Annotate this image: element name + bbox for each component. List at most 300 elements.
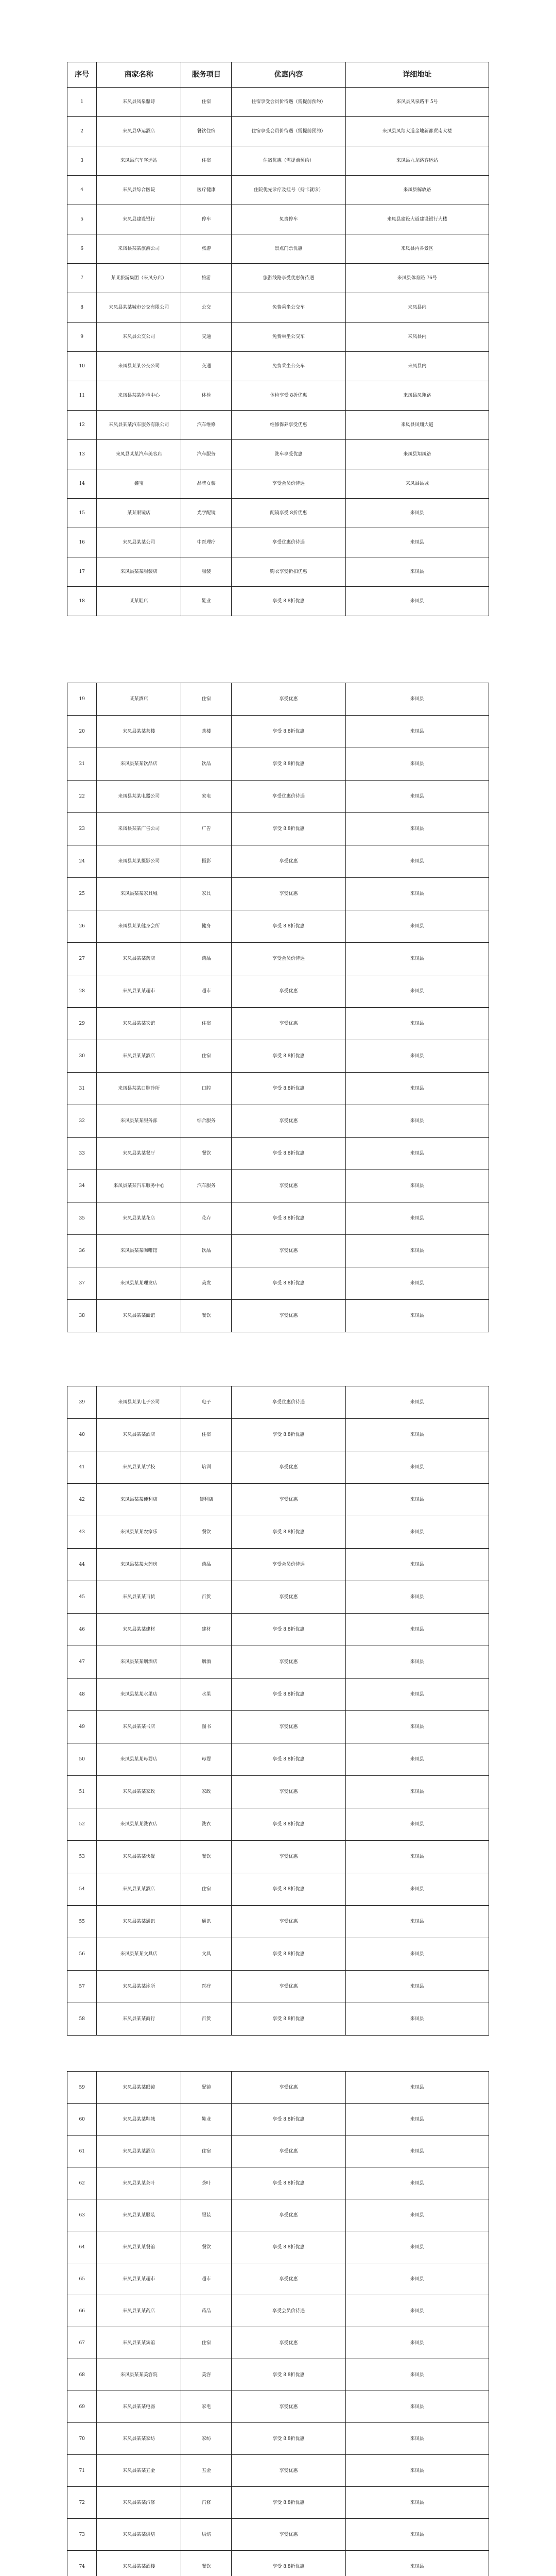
- cell-service: 通讯: [181, 1906, 232, 1938]
- cell-address: 来凤县建设大道建设银行大楼: [345, 205, 489, 234]
- cell-name: 某某酒店: [97, 683, 181, 716]
- cell-no: 15: [67, 499, 97, 528]
- cell-name: 来凤县某某诊所: [97, 1971, 181, 2003]
- cell-no: 34: [67, 1170, 97, 1202]
- cell-no: 59: [67, 2072, 97, 2104]
- cell-address: 来凤县: [345, 1105, 489, 1138]
- cell-address: 来凤县: [345, 1386, 489, 1419]
- cell-no: 31: [67, 1073, 97, 1105]
- table-row: [67, 2359, 489, 2391]
- cell-name: 来凤县某某公交公司: [97, 352, 181, 381]
- cell-offer: 享受优惠价待遇: [232, 1386, 345, 1419]
- cell-address: 来凤县: [345, 2231, 489, 2263]
- cell-no: 9: [67, 323, 97, 352]
- cell-address: 来凤县: [345, 2327, 489, 2359]
- cell-no: 12: [67, 411, 97, 440]
- cell-service: 交通: [181, 352, 232, 381]
- header-name: 商家名称: [97, 62, 181, 88]
- table-body-1: [67, 88, 489, 616]
- cell-name: 来凤县某某服务部: [97, 1105, 181, 1138]
- cell-no: 74: [67, 2551, 97, 2576]
- cell-offer: 享受 8.8折优惠: [232, 2231, 345, 2263]
- table-row: [67, 2487, 489, 2519]
- cell-service: 超市: [181, 975, 232, 1008]
- table-row: [67, 2003, 489, 2036]
- cell-address: 来凤县: [345, 1906, 489, 1938]
- cell-name: 某某旅游集团（来凤分店）: [97, 264, 181, 293]
- cell-address: 来凤县: [345, 2551, 489, 2576]
- table-row: [67, 557, 489, 587]
- table-row: [67, 716, 489, 748]
- cell-service: 建材: [181, 1614, 232, 1646]
- cell-no: 58: [67, 2003, 97, 2036]
- cell-name: 来凤县汽车客运站: [97, 146, 181, 176]
- cell-name: 来凤县某某超市: [97, 2263, 181, 2295]
- cell-no: 68: [67, 2359, 97, 2391]
- cell-name: 来凤县某某茶叶: [97, 2167, 181, 2199]
- cell-service: 汽车服务: [181, 440, 232, 469]
- cell-name: 来凤县某某理发店: [97, 1267, 181, 1300]
- cell-service: 培训: [181, 1451, 232, 1484]
- cell-name: 来凤县某某体检中心: [97, 381, 181, 411]
- cell-address: 来凤县: [345, 1776, 489, 1808]
- cell-address: 来凤县: [345, 1451, 489, 1484]
- cell-offer: 享受优惠: [232, 1581, 345, 1614]
- cell-no: 45: [67, 1581, 97, 1614]
- table-row: [67, 146, 489, 176]
- table-row: [67, 205, 489, 234]
- cell-address: 来凤县: [345, 1711, 489, 1743]
- cell-address: 来凤县解放路: [345, 176, 489, 205]
- cell-name: 来凤县某某服装店: [97, 557, 181, 587]
- header-offer: 优惠内容: [232, 62, 345, 88]
- table-row: [67, 2551, 489, 2576]
- cell-service: 住宿: [181, 2136, 232, 2167]
- cell-offer: 享受优惠: [232, 1484, 345, 1516]
- cell-offer: 享受优惠: [232, 2072, 345, 2104]
- cell-no: 62: [67, 2167, 97, 2199]
- cell-name: 来凤县某某电子公司: [97, 1386, 181, 1419]
- cell-address: 来凤县: [345, 683, 489, 716]
- table-row: [67, 2391, 489, 2423]
- cell-address: 来凤县凤翔大道: [345, 411, 489, 440]
- table-row: [67, 234, 489, 264]
- cell-service: 餐饮住宿: [181, 117, 232, 146]
- table-row: [67, 1040, 489, 1073]
- cell-offer: 享受会员价待遇: [232, 1549, 345, 1581]
- cell-name: 某某眼镜店: [97, 499, 181, 528]
- cell-offer: 享受优惠: [232, 1451, 345, 1484]
- table-row: [67, 1646, 489, 1679]
- cell-address: 来凤县: [345, 2136, 489, 2167]
- cell-service: 住宿: [181, 683, 232, 716]
- cell-name: 来凤县某某酒店: [97, 1873, 181, 1906]
- table-row: [67, 2519, 489, 2551]
- cell-service: 家电: [181, 781, 232, 813]
- cell-offer: 享受 8.8折优惠: [232, 2487, 345, 2519]
- cell-service: 洗衣: [181, 1808, 232, 1841]
- table-row: [67, 1776, 489, 1808]
- cell-service: 图书: [181, 1711, 232, 1743]
- cell-no: 6: [67, 234, 97, 264]
- cell-no: 66: [67, 2295, 97, 2327]
- cell-address: 来凤县: [345, 1516, 489, 1549]
- table-row: [67, 1581, 489, 1614]
- cell-service: 住宿: [181, 1008, 232, 1040]
- table-row: [67, 381, 489, 411]
- cell-offer: 旅游线路享受优惠价待遇: [232, 264, 345, 293]
- cell-service: 药品: [181, 943, 232, 975]
- cell-address: 来凤县: [345, 1138, 489, 1170]
- cell-address: 来凤县: [345, 528, 489, 557]
- cell-no: 4: [67, 176, 97, 205]
- cell-service: 品牌女装: [181, 469, 232, 499]
- cell-name: 来凤县凤泉鼎诗: [97, 88, 181, 117]
- cell-offer: 享受 8.8折优惠: [232, 1040, 345, 1073]
- cell-address: 来凤县: [345, 2104, 489, 2136]
- cell-service: 餐饮: [181, 1841, 232, 1873]
- table-row: [67, 2327, 489, 2359]
- table-row: [67, 1138, 489, 1170]
- cell-address: 来凤县: [345, 1549, 489, 1581]
- cell-name: 来凤县某某餐厅: [97, 1138, 181, 1170]
- cell-name: 来凤县某某汽车美容店: [97, 440, 181, 469]
- cell-offer: 享受 8.8折优惠: [232, 1516, 345, 1549]
- cell-offer: 景点门票优惠: [232, 234, 345, 264]
- cell-address: 来凤县: [345, 1971, 489, 2003]
- table-row: [67, 1873, 489, 1906]
- cell-name: 来凤县某某服装: [97, 2199, 181, 2231]
- cell-no: 21: [67, 748, 97, 781]
- cell-no: 24: [67, 845, 97, 878]
- cell-no: 63: [67, 2199, 97, 2231]
- table-row: [67, 2263, 489, 2295]
- cell-name: 来凤县某某茶楼: [97, 716, 181, 748]
- table-row: [67, 1235, 489, 1267]
- cell-no: 42: [67, 1484, 97, 1516]
- cell-offer: 享受 8.8折优惠: [232, 910, 345, 943]
- cell-service: 家政: [181, 1776, 232, 1808]
- cell-offer: 享受 8.8折优惠: [232, 2003, 345, 2036]
- cell-no: 52: [67, 1808, 97, 1841]
- cell-service: 烟酒: [181, 1646, 232, 1679]
- cell-service: 家纺: [181, 2423, 232, 2455]
- header-no: 序号: [67, 62, 97, 88]
- cell-offer: 享受 8.8折优惠: [232, 1419, 345, 1451]
- table-row: [67, 587, 489, 616]
- cell-no: 37: [67, 1267, 97, 1300]
- cell-name: 来凤县某某饮品店: [97, 748, 181, 781]
- cell-offer: 享受 8.8折优惠: [232, 2359, 345, 2391]
- cell-no: 69: [67, 2391, 97, 2423]
- cell-service: 茶楼: [181, 716, 232, 748]
- table-row: [67, 1419, 489, 1451]
- cell-offer: 享受会员价待遇: [232, 469, 345, 499]
- cell-address: 来凤县内: [345, 352, 489, 381]
- cell-address: 来凤县: [345, 1170, 489, 1202]
- cell-address: 来凤县: [345, 1581, 489, 1614]
- cell-address: 来凤县: [345, 2072, 489, 2104]
- cell-no: 53: [67, 1841, 97, 1873]
- cell-offer: 享受优惠: [232, 2136, 345, 2167]
- table-row: [67, 1938, 489, 1971]
- cell-name: 来凤县某某酒楼: [97, 2551, 181, 2576]
- cell-offer: 享受 8.8折优惠: [232, 1202, 345, 1235]
- table-row: [67, 440, 489, 469]
- cell-offer: 享受 8.8折优惠: [232, 587, 345, 616]
- cell-service: 母婴: [181, 1743, 232, 1776]
- cell-service: 药品: [181, 2295, 232, 2327]
- cell-address: 来凤县: [345, 1841, 489, 1873]
- table-row: [67, 1614, 489, 1646]
- cell-service: 医疗健康: [181, 176, 232, 205]
- cell-service: 服装: [181, 557, 232, 587]
- table-row: [67, 499, 489, 528]
- cell-offer: 享受优惠价待遇: [232, 528, 345, 557]
- cell-address: 来凤县: [345, 2263, 489, 2295]
- table-row: [67, 683, 489, 716]
- cell-offer: 免费乘坐公交车: [232, 352, 345, 381]
- cell-name: 来凤县某某建材: [97, 1614, 181, 1646]
- table-row: [67, 352, 489, 381]
- cell-no: 11: [67, 381, 97, 411]
- table-row: [67, 2455, 489, 2487]
- cell-offer: 免费停车: [232, 205, 345, 234]
- cell-address: 来凤县: [345, 975, 489, 1008]
- table-row: [67, 2295, 489, 2327]
- cell-offer: 享受优惠: [232, 845, 345, 878]
- cell-address: 来凤县内: [345, 293, 489, 323]
- cell-no: 35: [67, 1202, 97, 1235]
- cell-no: 3: [67, 146, 97, 176]
- cell-name: 来凤县某某美容院: [97, 2359, 181, 2391]
- cell-name: 来凤县公交公司: [97, 323, 181, 352]
- table-row: [67, 1008, 489, 1040]
- cell-no: 18: [67, 587, 97, 616]
- cell-service: 饮品: [181, 748, 232, 781]
- cell-service: 旅游: [181, 264, 232, 293]
- cell-offer: 享受 8.8折优惠: [232, 1938, 345, 1971]
- cell-no: 41: [67, 1451, 97, 1484]
- cell-service: 鞋业: [181, 587, 232, 616]
- cell-service: 餐饮: [181, 1138, 232, 1170]
- table-row: [67, 2199, 489, 2231]
- cell-name: 来凤县某某汽车服务有限公司: [97, 411, 181, 440]
- cell-offer: 享受优惠: [232, 2519, 345, 2551]
- cell-name: 来凤县某某汽修: [97, 2487, 181, 2519]
- cell-no: 36: [67, 1235, 97, 1267]
- cell-no: 7: [67, 264, 97, 293]
- cell-no: 5: [67, 205, 97, 234]
- table-row: [67, 1484, 489, 1516]
- cell-no: 70: [67, 2423, 97, 2455]
- cell-address: 来凤县: [345, 813, 489, 845]
- cell-offer: 享受优惠: [232, 1906, 345, 1938]
- table-row: [67, 1300, 489, 1332]
- cell-address: 来凤县: [345, 2519, 489, 2551]
- cell-no: 39: [67, 1386, 97, 1419]
- table-row: [67, 2072, 489, 2104]
- cell-offer: 免费乘坐公交车: [232, 323, 345, 352]
- cell-address: 来凤县: [345, 2199, 489, 2231]
- cell-name: 来凤县某某文具店: [97, 1938, 181, 1971]
- cell-offer: 住宿优惠（需提前预约）: [232, 146, 345, 176]
- cell-no: 2: [67, 117, 97, 146]
- cell-address: 来凤县: [345, 2295, 489, 2327]
- table-row: [67, 264, 489, 293]
- cell-service: 住宿: [181, 1040, 232, 1073]
- cell-address: 来凤县: [345, 2423, 489, 2455]
- document-page-4: [67, 2071, 489, 2576]
- table-row: [67, 2231, 489, 2263]
- table-row: [67, 1170, 489, 1202]
- table-row: [67, 1841, 489, 1873]
- cell-address: 来凤县凤泉路甲 5号: [345, 88, 489, 117]
- cell-address: 来凤县: [345, 1073, 489, 1105]
- cell-name: 来凤县某某药店: [97, 943, 181, 975]
- cell-name: 来凤县某某快餐: [97, 1841, 181, 1873]
- cell-address: 来凤县: [345, 845, 489, 878]
- cell-name: 来凤县某某花店: [97, 1202, 181, 1235]
- cell-offer: 享受优惠: [232, 1235, 345, 1267]
- cell-no: 43: [67, 1516, 97, 1549]
- cell-address: 来凤县: [345, 1040, 489, 1073]
- cell-service: 超市: [181, 2263, 232, 2295]
- cell-name: 来凤县某某药店: [97, 2295, 181, 2327]
- cell-offer: 享受 8.8折优惠: [232, 748, 345, 781]
- cell-no: 55: [67, 1906, 97, 1938]
- cell-service: 配镜: [181, 2072, 232, 2104]
- cell-offer: 享受 8.8折优惠: [232, 1743, 345, 1776]
- cell-offer: 享受优惠: [232, 1170, 345, 1202]
- cell-service: 花卉: [181, 1202, 232, 1235]
- cell-no: 67: [67, 2327, 97, 2359]
- cell-service: 餐饮: [181, 2551, 232, 2576]
- table-row: [67, 1516, 489, 1549]
- cell-service: 药品: [181, 1549, 232, 1581]
- cell-name: 来凤县某某家政: [97, 1776, 181, 1808]
- cell-no: 1: [67, 88, 97, 117]
- cell-no: 8: [67, 293, 97, 323]
- cell-address: 来凤县: [345, 781, 489, 813]
- cell-name: 来凤县建设银行: [97, 205, 181, 234]
- cell-name: 来凤县某某咖啡馆: [97, 1235, 181, 1267]
- document-page-3: [67, 1386, 489, 2040]
- cell-no: 33: [67, 1138, 97, 1170]
- cell-address: 来凤县: [345, 2487, 489, 2519]
- merchant-table-1: [67, 62, 489, 616]
- cell-name: 来凤县某某烟酒店: [97, 1646, 181, 1679]
- cell-address: 来凤县: [345, 716, 489, 748]
- table-row: [67, 1202, 489, 1235]
- cell-address: 来凤县: [345, 2391, 489, 2423]
- cell-name: 来凤县某某宾馆: [97, 2327, 181, 2359]
- table-row: [67, 469, 489, 499]
- cell-offer: 体检享受 8折优惠: [232, 381, 345, 411]
- cell-no: 14: [67, 469, 97, 499]
- cell-service: 摄影: [181, 845, 232, 878]
- cell-name: 来凤县某某汽车服务中心: [97, 1170, 181, 1202]
- table-row: [67, 845, 489, 878]
- cell-service: 住宿: [181, 1419, 232, 1451]
- cell-service: 美发: [181, 1267, 232, 1300]
- cell-service: 文具: [181, 1938, 232, 1971]
- cell-address: 来凤县: [345, 587, 489, 616]
- cell-offer: 免费乘坐公交车: [232, 293, 345, 323]
- cell-name: 来凤县某某健身会所: [97, 910, 181, 943]
- cell-service: 住宿: [181, 2327, 232, 2359]
- cell-service: 服装: [181, 2199, 232, 2231]
- table-row: [67, 1679, 489, 1711]
- cell-no: 25: [67, 878, 97, 910]
- table-body-2: [67, 683, 489, 1332]
- cell-no: 49: [67, 1711, 97, 1743]
- cell-offer: 享受 8.8折优惠: [232, 2167, 345, 2199]
- cell-service: 住宿: [181, 88, 232, 117]
- table-row: [67, 176, 489, 205]
- cell-no: 22: [67, 781, 97, 813]
- table-row: [67, 88, 489, 117]
- cell-offer: 配镜享受 8折优惠: [232, 499, 345, 528]
- cell-address: 来凤县: [345, 2455, 489, 2487]
- cell-no: 19: [67, 683, 97, 716]
- cell-no: 64: [67, 2231, 97, 2263]
- table-row: [67, 117, 489, 146]
- cell-address: 来凤县县城: [345, 469, 489, 499]
- cell-address: 来凤县: [345, 1646, 489, 1679]
- cell-name: 来凤县某某摄影公司: [97, 845, 181, 878]
- table-row: [67, 781, 489, 813]
- cell-name: 来凤县某某水果店: [97, 1679, 181, 1711]
- cell-offer: 享受优惠: [232, 1105, 345, 1138]
- table-row: [67, 878, 489, 910]
- cell-offer: 享受优惠: [232, 975, 345, 1008]
- cell-no: 32: [67, 1105, 97, 1138]
- document-page-1: [67, 62, 489, 616]
- table-row: [67, 2423, 489, 2455]
- cell-offer: 享受优惠: [232, 1646, 345, 1679]
- cell-offer: 享受优惠: [232, 2263, 345, 2295]
- cell-name: 来凤县某某鞋城: [97, 2104, 181, 2136]
- cell-no: 20: [67, 716, 97, 748]
- cell-offer: 享受 8.8折优惠: [232, 1267, 345, 1300]
- cell-name: 来凤县某某酒店: [97, 2136, 181, 2167]
- cell-offer: 享受 8.8折优惠: [232, 1679, 345, 1711]
- table-body-3: [67, 1386, 489, 2036]
- cell-address: 来凤县: [345, 1873, 489, 1906]
- cell-service: 口腔: [181, 1073, 232, 1105]
- cell-offer: 享受优惠: [232, 2391, 345, 2423]
- cell-service: 百货: [181, 2003, 232, 2036]
- cell-no: 13: [67, 440, 97, 469]
- cell-offer: 享受会员价待遇: [232, 943, 345, 975]
- cell-offer: 享受优惠: [232, 1776, 345, 1808]
- cell-name: 来凤县某某便利店: [97, 1484, 181, 1516]
- cell-address: 来凤县: [345, 1484, 489, 1516]
- cell-address: 来凤县: [345, 2359, 489, 2391]
- table-row: [67, 2136, 489, 2167]
- cell-offer: 享受优惠: [232, 1841, 345, 1873]
- cell-address: 来凤县: [345, 1679, 489, 1711]
- cell-no: 60: [67, 2104, 97, 2136]
- cell-no: 29: [67, 1008, 97, 1040]
- cell-address: 来凤县内各景区: [345, 234, 489, 264]
- cell-service: 体检: [181, 381, 232, 411]
- table-row: [67, 1808, 489, 1841]
- cell-address: 来凤县凤翔路: [345, 381, 489, 411]
- cell-address: 来凤县翔凤路: [345, 440, 489, 469]
- cell-no: 65: [67, 2263, 97, 2295]
